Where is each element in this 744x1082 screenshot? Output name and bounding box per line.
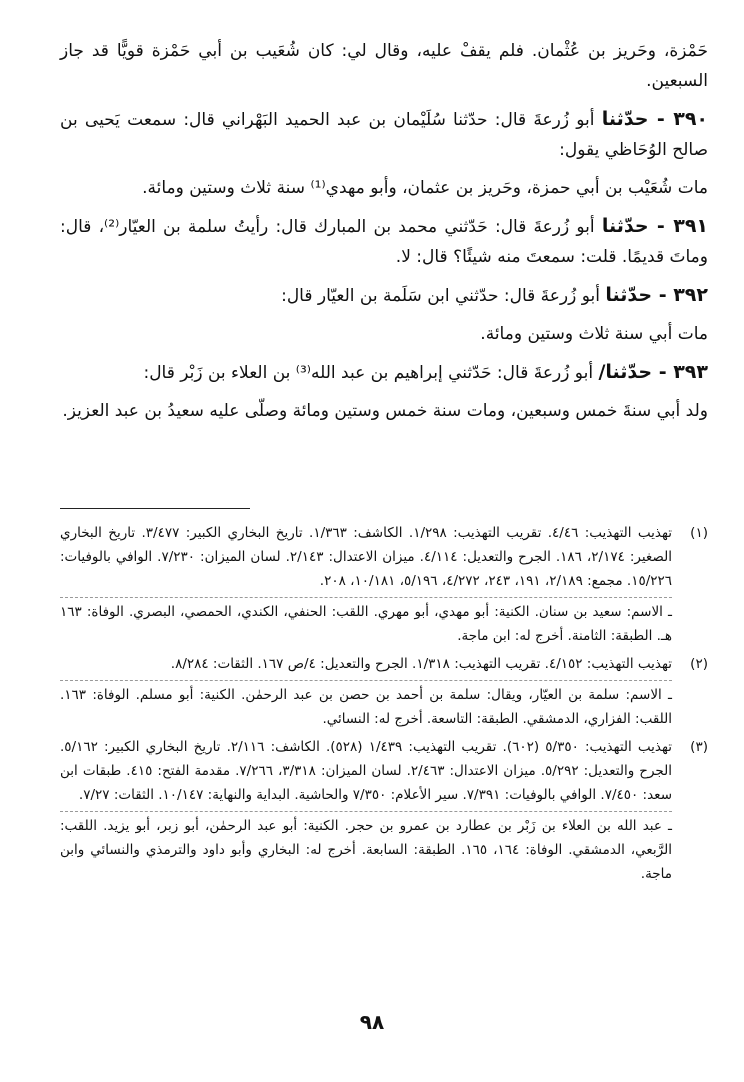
- footnote-1-bio: ـ الاسم: سعيد بن سنان. الكنية: أبو مهدي، أبو مهري. اللقب: الحنفي، الكندي، الحمصي، البصري. الوفاة: ١٦٣ هـ. الطبقة: الثامنة. أخرج له: ابن ماجة.: [60, 597, 672, 648]
- footnote-2-text: تهذيب التهذيب: ٤/١٥٢. تقريب التهذيب: ١/٣١٨. الجرح والتعديل: ٤/ص ١٦٧. الثقات: ٨/٢٨٤.: [170, 656, 672, 672]
- entry-392: [60, 280, 708, 311]
- entry-390-quote: مات شُعَيْب بن أبي حمزة، وحَريز بن عثمان، وأبو مهدي⁽¹⁾ سنة ثلاث وستين ومائة.: [142, 178, 708, 198]
- entry-391-text: أبو زُرعةَ قال: حَدّثني محمد بن المبارك قال: رأيتُ سلمة بن العيّار⁽²⁾، قال: وماتَ قديمًا. قلت: سمعتَ منه شيئًا؟ قال: لا.: [60, 217, 708, 267]
- footnote-3-number: (٣): [690, 739, 708, 755]
- entry-393: [60, 357, 708, 388]
- footnote-2-number: (٢): [690, 656, 708, 672]
- footnote-2: [60, 652, 708, 731]
- entry-392-text: أبو زُرعةَ قال: حدّثني ابن سَلَمة بن العيّار قال:: [281, 286, 600, 306]
- footnotes: [60, 521, 708, 886]
- entry-393-text: أبو زُرعةَ قال: حَدّثني إبراهيم بن عبد الله⁽³⁾ بن العلاء بن زَبْر قال:: [143, 363, 594, 383]
- entry-391-lead: ٣٩١ - حدّثنا: [601, 215, 709, 237]
- footnote-3: [60, 735, 708, 886]
- entry-392-quote: مات أبي سنة ثلاث وستين ومائة.: [480, 324, 708, 344]
- entry-393-lead: ٣٩٣ - حدّثنا/: [598, 361, 708, 383]
- entry-390-text: أبو زُرعةَ قال: حدّثنا سُلَيْمان بن عبد الحميد البَهْراني قال: سمعت يَحيى بن صالح الوُحَاظي يقول:: [60, 110, 708, 160]
- entry-392-lead: ٣٩٢ - حدّثنا: [605, 284, 708, 306]
- footnote-separator: [60, 508, 250, 509]
- paragraph-continuation: حَمْزة، وحَريز بن عُثْمان. فلم يقفْ عليه، وقال لي: كان شُعَيب بن أبي حَمْزة قويًّا قد جاز السبعين.: [60, 41, 708, 91]
- entry-390-lead: ٣٩٠ - حدّثنا: [601, 108, 709, 130]
- page-number: ٩٨: [359, 1010, 385, 1034]
- footnote-3-text: تهذيب التهذيب: ٥/٣٥٠ (٦٠٢). تقريب التهذيب: ١/٤٣٩ (٥٢٨). الكاشف: ٢/١١٦. تاريخ البخاري الكبير: ٥/١٦٢. الجرح والتعديل: ٥/٢٩٢. ميزان الاعتدال: ٢/٤٦٣. لسان الميزان: ٣/٣١٨، ٧/٢٦٦. مقدمة الفتح: ٤١٥. طبقات ابن سعد: ٧/٤٥٠. الوافي بالوفيات: ٧/٣٩١. سير الأعلام: ٧/٣٥٠ والحاشية. البداية والنهاية: ١٠/١٤٧. الثقات: ٧/٢٧.: [60, 739, 672, 803]
- main-text: [60, 36, 708, 426]
- entry-390: [60, 104, 708, 165]
- footnote-2-bio: ـ الاسم: سلمة بن العيّار، ويقال: سلمة بن أحمد بن حصن بن عبد الرحمٰن. الكنية: أبو مسلم. الوفاة: ١٦٣. اللقب: الفزاري، الدمشقي. الطبقة: التاسعة. أخرج له: النسائي.: [60, 680, 672, 731]
- entry-393-quote: ولد أبي سنةَ خمس وسبعين، ومات سنة خمس وستين ومائة وصلّى عليه سعيدُ بن عبد العزيز.: [62, 401, 708, 421]
- footnote-1-text: تهذيب التهذيب: ٤/٤٦. تقريب التهذيب: ١/٢٩٨. الكاشف: ١/٣٦٣. تاريخ البخاري الكبير: ٣/٤٧٧. تاريخ البخاري الصغير: ٢/١٧٤، ١٨٦. الجرح والتعديل: ٤/١١٤. ميزان الاعتدال: ٢/١٤٣. لسان الميزان: ٧/٢٣٠. الوافي بالوفيات: ١٥/٢٢٦. مجمع: ٢/١٨٩، ١٩١، ٢٤٣، ٤/٢٧٢، ٥/١٩٦، ١٠/١٨١، ٢٠٨.: [60, 525, 672, 589]
- book-page: [60, 36, 708, 886]
- footnote-3-bio: ـ عبد الله بن العلاء بن زَبْر بن عطارد بن عمرو بن حجر. الكنية: أبو عبد الرحمٰن، أبو زبر، أبو يزيد. اللقب: الرَّبعي، الدمشقي. الوفاة: ١٦٤، ١٦٥. الطبقة: السابعة. أخرج له: البخاري وأبو داود والترمذي والنسائي وابن ماجة.: [60, 811, 672, 886]
- footnote-1-number: (١): [690, 525, 708, 541]
- footnote-1: [60, 521, 708, 648]
- entry-391: [60, 211, 708, 272]
